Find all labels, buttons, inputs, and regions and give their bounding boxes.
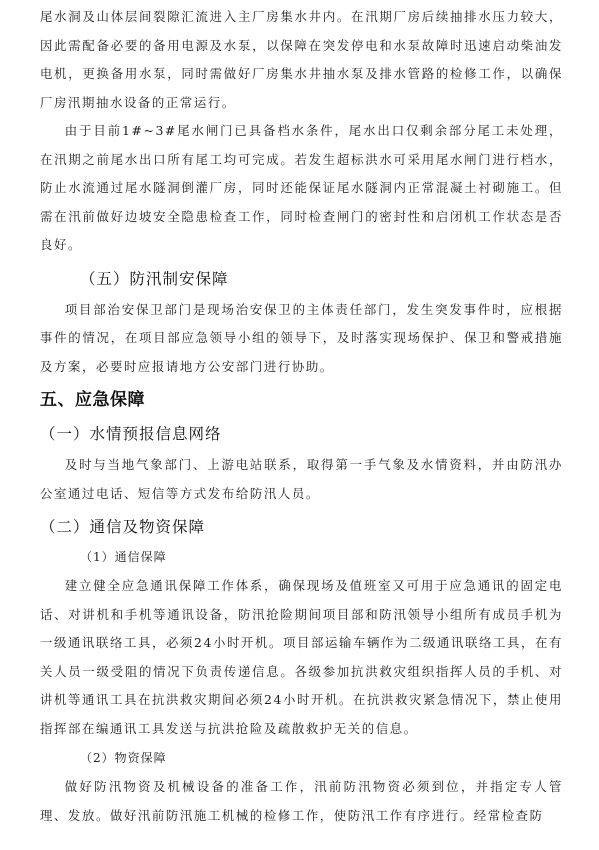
paragraph-weather-contact: 及时与当地气象部门、上游电站联系，取得第一手气象及水情资料，并由防汛办公室通过电话、短信等方式发布给防汛人员。 [40,457,563,501]
paragraph-drainage: 尾水洞及山体层间裂隙汇流进入主厂房集水井内。在汛期厂房后续抽排水压力较大，因此需配备必要的备用电源及水泵，以保障在突发停电和水泵故障时迅速启动柴油发电机，更换备用水泵，同时需做好厂房集水井抽水泵及排水管路的检修工作，以确保厂房汛期抽水设备的正常运行。 [40,9,563,110]
paragraph-communication: 建立健全应急通讯保障工作体系，确保现场及值班室又可用于应急通讯的固定电话、对讲机和手机等通讯设备，防汛抢险期间项目部和防汛领导小组所有成员手机为一级通讯联络工具，必须24小时开机。项目部运输车辆作为二级通讯联络工具，在有关人员一级受阻的情况下负责传递信息。各级参加抗洪救灾组织指挥人员的手机、对讲机等通讯工具在抗洪救灾期间必须24小时开机。在抗洪救灾紧急情况下，禁止使用指挥部在编通讯工具发送与抗洪抢险及疏散救护无关的信息。 [40,578,563,736]
heading-comm-materials: （二）通信及物资保障 [40,518,206,536]
heading-emergency-support: 五、应急保障 [40,390,145,410]
paragraph-tailwater-gate: 由于目前1#~3#尾水闸门已具备档水条件，尾水出口仅剩余部分尾工未处理，在汛期之前尾水出口所有尾工均可完成。若发生超标洪水可采用尾水闸门进行档水，防止水流通过尾水隧洞倒灌厂房，同时还能保证尾水隧洞内正常混凝土衬砌施工。但需在汛前做好边坡安全隐患检查工作，同时检查闸门的密封性和启闭机工作状态是否良好。 [40,123,563,252]
heading-hydrology-network: （一）水情预报信息网络 [40,425,222,443]
paragraph-materials: 做好防汛物资及机械设备的准备工作，汛前防汛物资必须到位，并指定专人管理、发放。做好汛前防汛施工机械的检修工作，使防汛工作有序进行。经常检查防 [40,779,563,823]
heading-communication: （1）通信保障 [80,550,167,564]
paragraph-security-dept: 项目部治安保卫部门是现场治安保卫的主体责任部门，发生突发事件时，应根据事件的情况，在项目部应急领导小组的领导下，及时落实现场保护、保卫和警戒措施及方案，必要时应报请地方公安部门进行协助。 [40,301,563,374]
heading-flood-security: （五）防汛制安保障 [80,269,229,288]
heading-materials: （2）物资保障 [80,751,167,765]
